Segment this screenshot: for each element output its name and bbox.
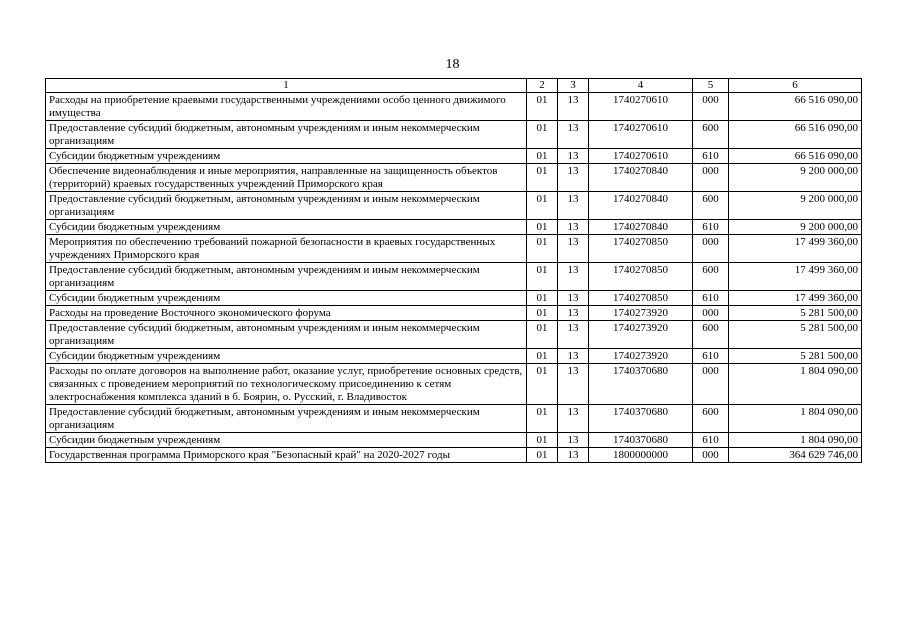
row-expense-type: 600 [693,263,729,291]
row-amount: 17 499 360,00 [729,235,862,263]
row-subsection: 13 [558,291,589,306]
row-amount: 66 516 090,00 [729,121,862,149]
row-section: 01 [527,121,558,149]
row-section: 01 [527,235,558,263]
row-subsection: 13 [558,192,589,220]
row-section: 01 [527,306,558,321]
table-row [46,433,862,448]
row-section: 01 [527,405,558,433]
row-name: Субсидии бюджетным учреждениям [46,149,527,164]
row-section: 01 [527,349,558,364]
row-amount: 1 804 090,00 [729,364,862,405]
row-amount: 5 281 500,00 [729,306,862,321]
row-section: 01 [527,448,558,463]
row-section: 01 [527,291,558,306]
row-target-code: 1800000000 [589,448,693,463]
row-subsection: 13 [558,448,589,463]
row-name: Предоставление субсидий бюджетным, автономным учреждениям и иным некоммерческим организациям [46,405,527,433]
row-expense-type: 610 [693,220,729,235]
row-subsection: 13 [558,164,589,192]
row-expense-type: 610 [693,149,729,164]
budget-table [45,78,862,463]
row-amount: 9 200 000,00 [729,164,862,192]
row-expense-type: 600 [693,121,729,149]
row-amount: 66 516 090,00 [729,93,862,121]
row-expense-type: 000 [693,93,729,121]
row-expense-type: 610 [693,291,729,306]
column-header-6: 6 [729,79,862,93]
row-name: Расходы на проведение Восточного экономического форума [46,306,527,321]
row-name: Субсидии бюджетным учреждениям [46,220,527,235]
row-amount: 1 804 090,00 [729,433,862,448]
table-row [46,405,862,433]
row-name: Расходы на приобретение краевыми государственными учреждениями особо ценного движимого имущества [46,93,527,121]
column-header-2: 2 [527,79,558,93]
row-target-code: 1740370680 [589,364,693,405]
row-name: Предоставление субсидий бюджетным, автономным учреждениям и иным некоммерческим организациям [46,192,527,220]
row-target-code: 1740270850 [589,263,693,291]
row-amount: 5 281 500,00 [729,349,862,364]
row-subsection: 13 [558,405,589,433]
table-row [46,263,862,291]
row-subsection: 13 [558,306,589,321]
row-amount: 5 281 500,00 [729,321,862,349]
table-row [46,220,862,235]
row-section: 01 [527,149,558,164]
row-target-code: 1740270610 [589,93,693,121]
table-row [46,306,862,321]
table-row [46,448,862,463]
row-expense-type: 600 [693,321,729,349]
column-header-5: 5 [693,79,729,93]
row-subsection: 13 [558,349,589,364]
row-amount: 364 629 746,00 [729,448,862,463]
row-subsection: 13 [558,93,589,121]
row-target-code: 1740270840 [589,220,693,235]
row-section: 01 [527,364,558,405]
table-row [46,364,862,405]
row-subsection: 13 [558,364,589,405]
table-row [46,121,862,149]
row-section: 01 [527,192,558,220]
row-amount: 1 804 090,00 [729,405,862,433]
row-amount: 66 516 090,00 [729,149,862,164]
row-section: 01 [527,164,558,192]
row-amount: 9 200 000,00 [729,192,862,220]
row-section: 01 [527,93,558,121]
row-target-code: 1740270610 [589,149,693,164]
row-amount: 17 499 360,00 [729,291,862,306]
row-amount: 9 200 000,00 [729,220,862,235]
row-target-code: 1740270840 [589,192,693,220]
row-section: 01 [527,321,558,349]
page-number: 18 [445,57,460,72]
row-expense-type: 000 [693,164,729,192]
table-row [46,192,862,220]
table-row [46,93,862,121]
table-row [46,149,862,164]
row-name: Предоставление субсидий бюджетным, автономным учреждениям и иным некоммерческим организациям [46,263,527,291]
row-expense-type: 600 [693,405,729,433]
row-section: 01 [527,433,558,448]
column-header-4: 4 [589,79,693,93]
row-target-code: 1740270610 [589,121,693,149]
row-subsection: 13 [558,433,589,448]
row-expense-type: 000 [693,235,729,263]
row-name: Предоставление субсидий бюджетным, автономным учреждениям и иным некоммерческим организациям [46,121,527,149]
row-section: 01 [527,263,558,291]
row-name: Государственная программа Приморского края "Безопасный край" на 2020-2027 годы [46,448,527,463]
row-name: Предоставление субсидий бюджетным, автономным учреждениям и иным некоммерческим организациям [46,321,527,349]
row-amount: 17 499 360,00 [729,263,862,291]
row-target-code: 1740370680 [589,433,693,448]
row-expense-type: 000 [693,448,729,463]
row-target-code: 1740370680 [589,405,693,433]
column-header-3: 3 [558,79,589,93]
row-subsection: 13 [558,321,589,349]
row-target-code: 1740273920 [589,306,693,321]
row-expense-type: 000 [693,364,729,405]
row-target-code: 1740270850 [589,291,693,306]
row-subsection: 13 [558,220,589,235]
table-row [46,291,862,306]
row-section: 01 [527,220,558,235]
row-name: Обеспечение видеонаблюдения и иные мероприятия, направленные на защищенность объектов (территорий) краевых государственных учреждений Приморского края [46,164,527,192]
row-name: Субсидии бюджетным учреждениям [46,349,527,364]
table-row [46,349,862,364]
row-target-code: 1740270840 [589,164,693,192]
row-target-code: 1740270850 [589,235,693,263]
table-row [46,235,862,263]
row-name: Субсидии бюджетным учреждениям [46,291,527,306]
row-target-code: 1740273920 [589,321,693,349]
table-row [46,164,862,192]
header-row [46,79,862,93]
row-name: Мероприятия по обеспечению требований пожарной безопасности в краевых государственных учреждениях Приморского края [46,235,527,263]
row-expense-type: 610 [693,433,729,448]
column-header-1: 1 [46,79,527,93]
row-name: Расходы по оплате договоров на выполнение работ, оказание услуг, приобретение основных средств, связанных с проведением мероприятий по технологическому присоединению к сетям электроснабжения комплекса зданий в б. Боярин, о. Русский, г. Владивосток [46,364,527,405]
row-subsection: 13 [558,121,589,149]
row-expense-type: 610 [693,349,729,364]
row-name: Субсидии бюджетным учреждениям [46,433,527,448]
row-subsection: 13 [558,235,589,263]
row-subsection: 13 [558,263,589,291]
row-expense-type: 000 [693,306,729,321]
row-expense-type: 600 [693,192,729,220]
row-subsection: 13 [558,149,589,164]
table-row [46,321,862,349]
row-target-code: 1740273920 [589,349,693,364]
